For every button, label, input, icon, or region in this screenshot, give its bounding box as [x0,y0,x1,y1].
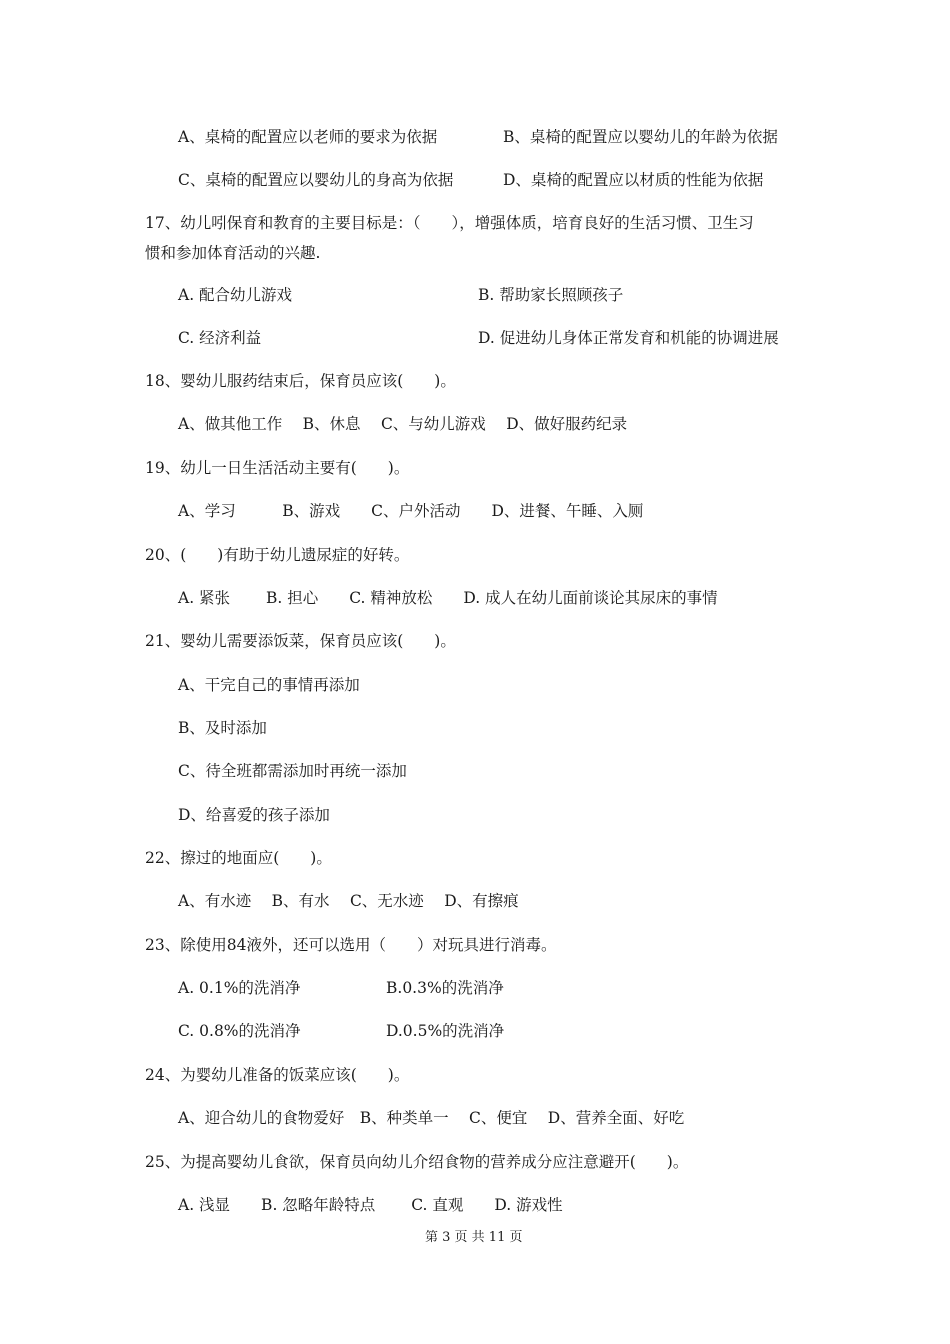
q25-question: 25、为提高婴幼儿食欲，保育员向幼儿介绍食物的营养成分应注意避开( )。 [145,1153,689,1171]
q20-question: 20、( )有助于幼儿遗尿症的好转。 [145,546,410,564]
q20-options: A. 紧张 B. 担心 C. 精神放松 D. 成人在幼儿面前谈论其尿床的事情 [178,589,718,607]
q16-option-d: D、桌椅的配置应以材质的性能为依据 [503,171,764,189]
q18-options: A、做其他工作 B、休息 C、与幼儿游戏 D、做好服药纪录 [178,415,628,433]
q22-question: 22、擦过的地面应( )。 [145,849,332,867]
q25-options: A. 浅显 B. 忽略年龄特点 C. 直观 D. 游戏性 [178,1196,563,1214]
q21-option-d: D、给喜爱的孩子添加 [178,806,330,824]
q23-question: 23、除使用84液外，还可以选用（ ）对玩具进行消毒。 [145,936,557,954]
q22-options: A、有水迹 B、有水 C、无水迹 D、有擦痕 [178,892,519,910]
q17-question: 17、幼儿吲保育和教育的主要目标是：（ ），增强体质，培育良好的生活习惯、卫生习 [145,214,754,232]
q23-option-a: A. 0.1%的洗消净 [178,979,301,997]
q19-options: A、学习 B、游戏 C、户外活动 D、进餐、午睡、入厕 [178,502,644,520]
q23-option-b: B.0.3%的洗消净 [386,979,504,997]
q19-question: 19、幼儿一日生活活动主要有( )。 [145,459,410,477]
q17-option-a: A. 配合幼儿游戏 [178,286,293,304]
q17-option-b: B. 帮助家长照顾孩子 [478,286,624,304]
q21-option-c: C、待全班都需添加时再统一添加 [178,762,407,780]
q24-options: A、迎合幼儿的食物爱好 B、种类单一 C、便宜 D、营养全面、好吃 [178,1109,685,1127]
q23-option-d: D.0.5%的洗消净 [386,1022,505,1040]
q17-question-cont: 惯和参加体育活动的兴趣. [145,244,321,262]
q24-question: 24、为婴幼儿准备的饭菜应该( )。 [145,1066,410,1084]
q16-option-b: B、桌椅的配置应以婴幼儿的年龄为依据 [503,128,778,146]
q18-question: 18、婴幼儿服药结束后，保育员应该( )。 [145,372,456,390]
q16-option-c: C、桌椅的配置应以婴幼儿的身高为依据 [178,171,454,189]
page-footer: 第 3 页 共 11 页 [425,1230,523,1245]
q17-option-c: C. 经济利益 [178,329,262,347]
q21-question: 21、婴幼儿需要添饭菜，保育员应该( )。 [145,632,456,650]
q17-option-d: D. 促进幼儿身体正常发育和机能的协调进展 [478,329,779,347]
q23-option-c: C. 0.8%的洗消净 [178,1022,301,1040]
q21-option-b: B、及时添加 [178,719,267,737]
q16-option-a: A、桌椅的配置应以老师的要求为依据 [178,128,438,146]
q21-option-a: A、干完自己的事情再添加 [178,676,360,694]
